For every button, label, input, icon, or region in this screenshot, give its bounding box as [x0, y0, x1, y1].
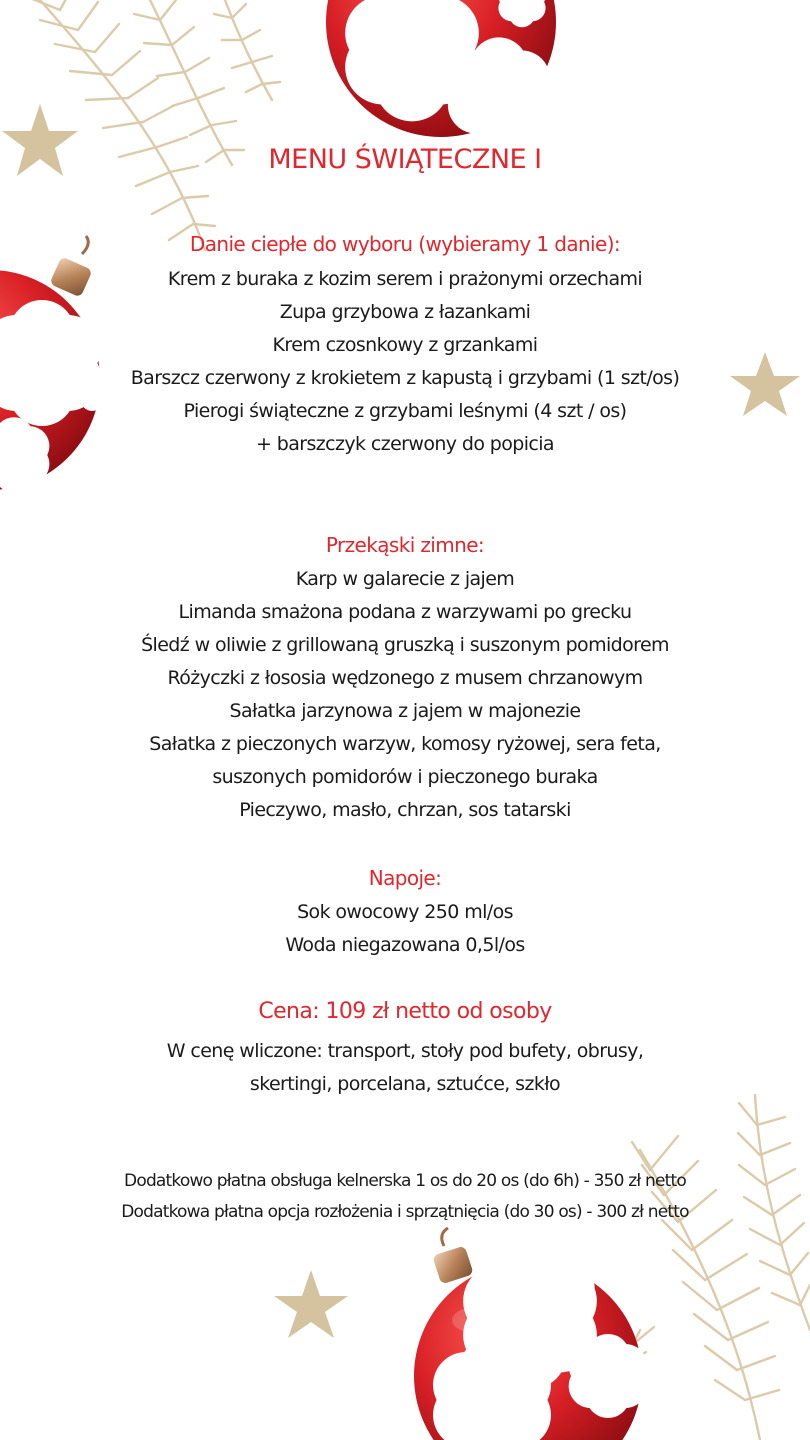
- menu-item: Sałatka jarzynowa z jajem w majonezie: [229, 700, 581, 722]
- price-note: W cenę wliczone: transport, stoły pod bufety, obrusy,: [166, 1040, 644, 1062]
- menu-item: Krem czosnkowy z grzankami: [272, 334, 538, 356]
- menu-item: Śledź w oliwie z grillowaną gruszką i suszonym pomidorem: [141, 634, 669, 656]
- menu-item: Pierogi świąteczne z grzybami leśnymi (4 szt / os): [183, 400, 627, 422]
- menu-item: + barszczyk czerwony do popicia: [256, 433, 554, 455]
- menu-item: Karp w galarecie z jajem: [295, 568, 515, 590]
- price-heading: Cena: 109 zł netto od osoby: [258, 999, 552, 1024]
- extra-service-note: Dodatkowo płatna obsługa kelnerska 1 os do 20 os (do 6h) - 350 zł netto: [124, 1171, 686, 1191]
- drinks-heading: Napoje:: [368, 866, 442, 890]
- menu-item: Krem z buraka z kozim serem i prażonymi orzechami: [167, 268, 643, 290]
- price-note: skertingi, porcelana, sztućce, szkło: [249, 1073, 561, 1095]
- menu-item: Różyczki z łososia wędzonego z musem chrzanowym: [167, 667, 643, 689]
- menu-item: Sok owocowy 250 ml/os: [297, 901, 513, 923]
- menu-item: Limanda smażona podana z warzywami po grecku: [178, 601, 632, 623]
- hot-dishes-heading: Danie ciepłe do wyboru (wybieramy 1 danie):: [189, 232, 621, 256]
- menu-title: MENU ŚWIĄTECZNE I: [268, 144, 542, 175]
- menu-item: suszonych pomidorów i pieczonego buraka: [212, 766, 598, 788]
- menu-item: Woda niegazowana 0,5l/os: [285, 934, 525, 956]
- extra-service-note: Dodatkowa płatna opcja rozłożenia i sprzątnięcia (do 30 os) - 300 zł netto: [121, 1202, 689, 1222]
- menu-item: Pieczywo, masło, chrzan, sos tatarski: [239, 799, 571, 821]
- menu-item: Zupa grzybowa z łazankami: [279, 301, 531, 323]
- cold-starters-heading: Przekąski zimne:: [325, 533, 485, 557]
- menu-item: Sałatka z pieczonych warzyw, komosy ryżowej, sera feta,: [149, 733, 661, 755]
- menu-item: Barszcz czerwony z krokietem z kapustą i grzybami (1 szt/os): [130, 367, 680, 389]
